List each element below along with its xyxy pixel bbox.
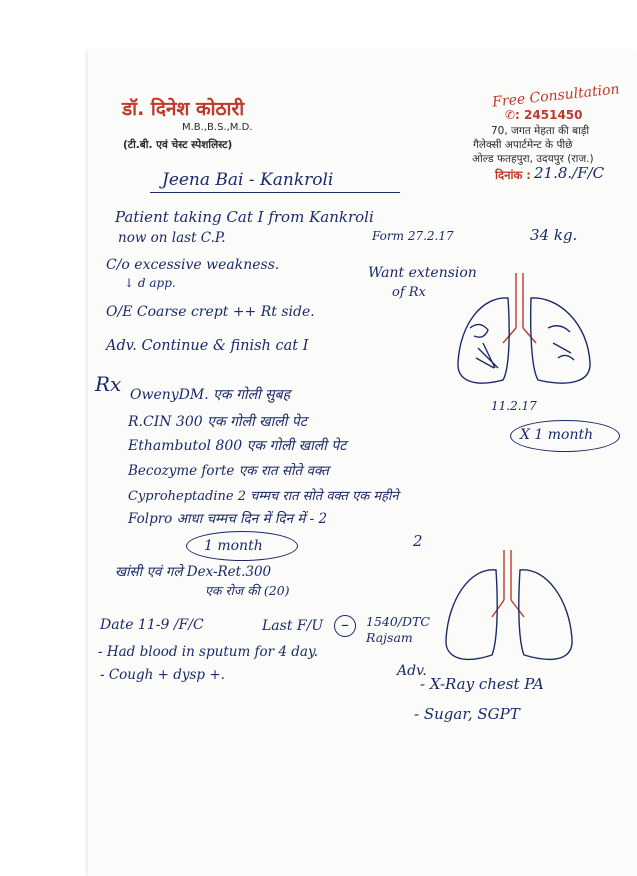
patient-underline <box>150 192 400 193</box>
address-line-2: गैलेक्सी अपार्टमेन्ट के पीछे <box>473 139 573 151</box>
lung-sketch-bottom <box>440 545 580 675</box>
scan-margin <box>0 0 637 50</box>
note-weight: 34 kg. <box>530 226 578 244</box>
duration-circle <box>510 420 620 452</box>
note-rx-symbol: Rx <box>95 372 122 396</box>
phone-value: 2451450 <box>524 108 583 122</box>
followup-last: Last F/U <box>262 618 324 634</box>
duration-two: 1 month <box>204 538 263 554</box>
medicine-3: Ethambutol 800 एक गोली खाली पेट <box>128 438 347 454</box>
note-form-date: Form 27.2.17 <box>372 229 454 243</box>
free-consultation-note: Free Consultation <box>491 81 621 111</box>
note-complaint: C/o excessive weakness. <box>106 257 280 273</box>
medicine-6: Folpro आधा चम्मच दिन में दिन में - 2 <box>128 511 328 527</box>
duration-one-month: X 1 month <box>520 427 594 443</box>
symptom-blood: - Had blood in sputum for 4 day. <box>98 644 319 660</box>
note-want-extension-2: of Rx <box>392 285 426 300</box>
medicine-2: R.CIN 300 एक गोली खाली पेट <box>128 414 307 430</box>
medicine-1: OwenyDM. एक गोली सुबह <box>130 387 291 403</box>
followup-negative-mark: – <box>334 615 356 637</box>
lung-sketch-top <box>448 268 618 408</box>
doctor-name: डॉ. दिनेश कोठारी <box>122 98 245 120</box>
note-advice: Adv. Continue & finish cat I <box>106 338 309 354</box>
note-examination: O/E Coarse crept ++ Rt side. <box>106 304 315 320</box>
followup-result: 1540/DTC Rajsam <box>366 614 430 645</box>
phone-icon: ✆: <box>505 108 520 122</box>
advice-xray: - X-Ray chest PA <box>420 675 544 693</box>
note-current: now on last C.P. <box>118 230 226 246</box>
note-history: Patient taking Cat I from Kankroli <box>115 208 374 226</box>
doctor-specialty: (टी.बी. एवं चेस्ट स्पेशलिस्ट) <box>123 139 233 151</box>
note-want-extension: Want extension <box>368 265 477 281</box>
sketch-date: 11.2.17 <box>491 399 537 413</box>
medicine-4: Becozyme forte एक रात सोते वक्त <box>128 463 329 479</box>
advice-2-label: Adv. <box>397 663 427 679</box>
phone-number <box>505 108 583 122</box>
medicine-5: Cyproheptadine 2 चम्मच रात सोते वक्त एक महीने <box>128 489 399 504</box>
injection-line-2: एक रोज की (20) <box>205 583 290 598</box>
note-complaint-2: ↓ d app. <box>124 276 176 290</box>
followup-date: Date 11-9 /F/C <box>100 617 204 633</box>
address-line-3: ओल्ड फतहपुरा, उदयपुर (राज.) <box>472 153 594 165</box>
advice-sugar: - Sugar, SGPT <box>414 705 520 723</box>
date-value: 21.8./F/C <box>534 164 605 182</box>
injection-line-1: खांसी एवं गले Dex-Ret.300 <box>115 564 272 580</box>
duration-two-circle <box>186 531 298 561</box>
margin-mark: 2 <box>413 532 423 550</box>
symptom-cough: - Cough + dysp +. <box>100 667 225 683</box>
date-label: दिनांक : <box>495 168 531 182</box>
patient-name: Jeena Bai - Kankroli <box>162 170 334 190</box>
doctor-degrees: M.B.,B.S.,M.D. <box>182 122 253 133</box>
address-line-1: 70, जगत मेहता की बाड़ी <box>491 125 590 137</box>
